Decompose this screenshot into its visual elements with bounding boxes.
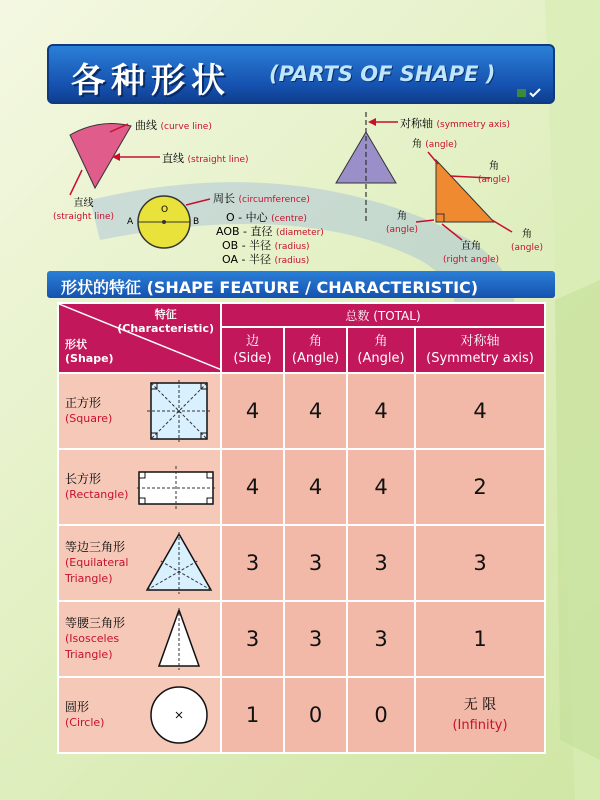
side-column-header: 边 (Side) xyxy=(221,327,284,373)
equilateral-triangle-icon xyxy=(137,532,215,594)
angle-count-2: 4 xyxy=(347,449,415,525)
symmetry-axis-label: 对称轴 (symmetry axis) xyxy=(400,117,511,130)
shape-cell: 等边三角形 (Equilateral Triangle) xyxy=(58,525,221,601)
shape-header: 形状 (Shape) xyxy=(65,338,114,365)
side-count: 1 xyxy=(221,677,284,753)
page-subtitle: (PARTS OF SHAPE ) xyxy=(269,62,496,86)
square-icon xyxy=(137,380,215,442)
symmetry-column-header: 对称轴 (Symmetry axis) xyxy=(415,327,545,373)
table-row xyxy=(58,677,545,753)
angle-count-2: 0 xyxy=(347,677,415,753)
total-header: 总数 (TOTAL) xyxy=(221,303,545,327)
shape-cell: 圆形 (Circle) xyxy=(58,677,221,753)
angle-count: 3 xyxy=(284,525,347,601)
angle-count: 4 xyxy=(284,449,347,525)
radius-ob-definition: OB - 半径 (radius) xyxy=(222,239,310,252)
side-count: 4 xyxy=(221,449,284,525)
section-banner xyxy=(47,271,555,298)
feature-header: 特征 (Characteristic) xyxy=(117,308,214,335)
side-count: 3 xyxy=(221,601,284,677)
circle-icon xyxy=(137,684,215,746)
angle-count-2: 3 xyxy=(347,525,415,601)
angle-far-label: 角 (angle) xyxy=(511,229,543,253)
sector-shape xyxy=(70,123,131,188)
shape-cell: 等腰三角形 (Isosceles Triangle) xyxy=(58,601,221,677)
table-corner-header xyxy=(58,303,221,373)
table-row xyxy=(58,525,545,601)
rectangle-icon xyxy=(137,456,215,518)
symmetry-count: 4 xyxy=(415,373,545,449)
angle-count-2: 3 xyxy=(347,601,415,677)
point-o-label: O xyxy=(161,205,169,215)
angle-column-header: 角 (Angle) xyxy=(284,327,347,373)
angle-left-label: 角 (angle) xyxy=(386,211,418,235)
table-row xyxy=(58,601,545,677)
angle-right-label: 角 (angle) xyxy=(478,161,510,185)
right-angle-label: 直角 (right angle) xyxy=(443,241,499,265)
isosceles-triangle-icon xyxy=(137,608,215,670)
shape-feature-table xyxy=(57,302,546,754)
shape-cell: 正方形 (Square) xyxy=(58,373,221,449)
table-row xyxy=(58,373,545,449)
symmetry-count: 3 xyxy=(415,525,545,601)
symmetry-count: 2 xyxy=(415,449,545,525)
straight-line-label-2: 直线 (straight line) xyxy=(53,198,115,222)
angle-count-2: 4 xyxy=(347,373,415,449)
symmetry-count: 无 限 (Infinity) xyxy=(415,677,545,753)
circumference-label: 周长 (circumference) xyxy=(213,192,310,205)
diameter-definition: AOB - 直径 (diameter) xyxy=(216,225,324,238)
radius-oa-definition: OA - 半径 (radius) xyxy=(222,253,310,266)
section-title: 形状的特征 (SHAPE FEATURE / CHARACTERISTIC) xyxy=(61,278,479,297)
side-count: 4 xyxy=(221,373,284,449)
angle-column-header-2: 角 (Angle) xyxy=(347,327,415,373)
point-b-label: B xyxy=(193,217,200,227)
curve-line-label: 曲线 (curve line) xyxy=(135,119,212,132)
symmetry-count: 1 xyxy=(415,601,545,677)
straight-line-label: 直线 (straight line) xyxy=(162,152,249,165)
angle-count: 3 xyxy=(284,601,347,677)
table-row xyxy=(58,449,545,525)
side-count: 3 xyxy=(221,525,284,601)
centre-definition: O - 中心 (centre) xyxy=(226,211,307,224)
page-title: 各种形状 xyxy=(71,61,231,101)
angle-count: 4 xyxy=(284,373,347,449)
point-a-label: A xyxy=(127,217,134,227)
shape-cell: 长方形 (Rectangle) xyxy=(58,449,221,525)
angle-count: 0 xyxy=(284,677,347,753)
angle-top-label: 角 (angle) xyxy=(412,139,458,150)
